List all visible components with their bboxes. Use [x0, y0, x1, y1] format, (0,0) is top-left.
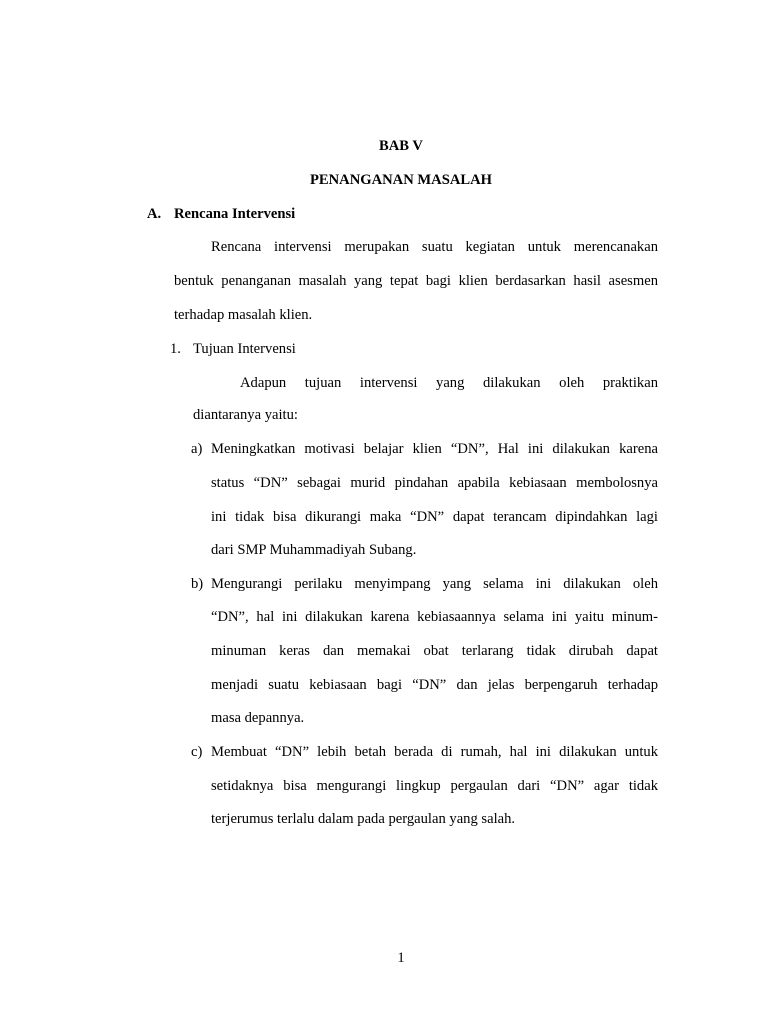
list-item-marker: b)	[191, 576, 204, 592]
intro-line: Rencana intervensi merupakan suatu kegiatan untuk merencanakan	[211, 239, 658, 255]
section-heading: Rencana Intervensi	[174, 206, 296, 222]
list-item-line: Membuat “DN” lebih betah berada di rumah, hal ini dilakukan untuk	[211, 744, 658, 760]
page-number: 1	[397, 950, 405, 966]
intro-line: terhadap masalah klien.	[174, 307, 313, 323]
chapter-title: PENANGANAN MASALAH	[309, 172, 493, 188]
list-item-line: Meningkatkan motivasi belajar klien “DN”, Hal ini dilakukan karena	[211, 441, 658, 457]
section-marker: A.	[147, 206, 162, 222]
list-item-line: minuman keras dan memakai obat terlarang tidak dirubah dapat	[211, 643, 658, 659]
list-item-line: ini tidak bisa dikurangi maka “DN” dapat terancam dipindahkan lagi	[211, 509, 658, 525]
list-item-line: terjerumus terlalu dalam pada pergaulan yang salah.	[211, 811, 516, 827]
list-item-line: dari SMP Muhammadiyah Subang.	[211, 542, 417, 558]
list-item-marker: c)	[191, 744, 203, 760]
list-item-line: “DN”, hal ini dilakukan karena kebiasaannya selama ini yaitu minum-	[211, 609, 658, 625]
list-item-line: status “DN” sebagai murid pindahan apabila kebiasaan membolosnya	[211, 475, 658, 491]
list-item-line: masa depannya.	[211, 710, 305, 726]
intro-line: bentuk penanganan masalah yang tepat bagi klien berdasarkan hasil asesmen	[174, 273, 658, 289]
subsection-marker: 1.	[170, 341, 181, 357]
list-item-line: menjadi suatu kebiasaan bagi “DN” dan jelas berpengaruh terhadap	[211, 677, 658, 693]
list-item-line: setidaknya bisa mengurangi lingkup pergaulan dari “DN” agar tidak	[211, 778, 658, 794]
list-item-line: Mengurangi perilaku menyimpang yang selama ini dilakukan oleh	[211, 576, 658, 592]
subsection-heading: Tujuan Intervensi	[193, 341, 296, 357]
list-item-marker: a)	[191, 441, 203, 457]
sub-intro-line: diantaranya yaitu:	[193, 407, 298, 423]
sub-intro-line: Adapun tujuan intervensi yang dilakukan oleh praktikan	[240, 375, 658, 391]
chapter-heading: BAB V	[379, 138, 423, 154]
